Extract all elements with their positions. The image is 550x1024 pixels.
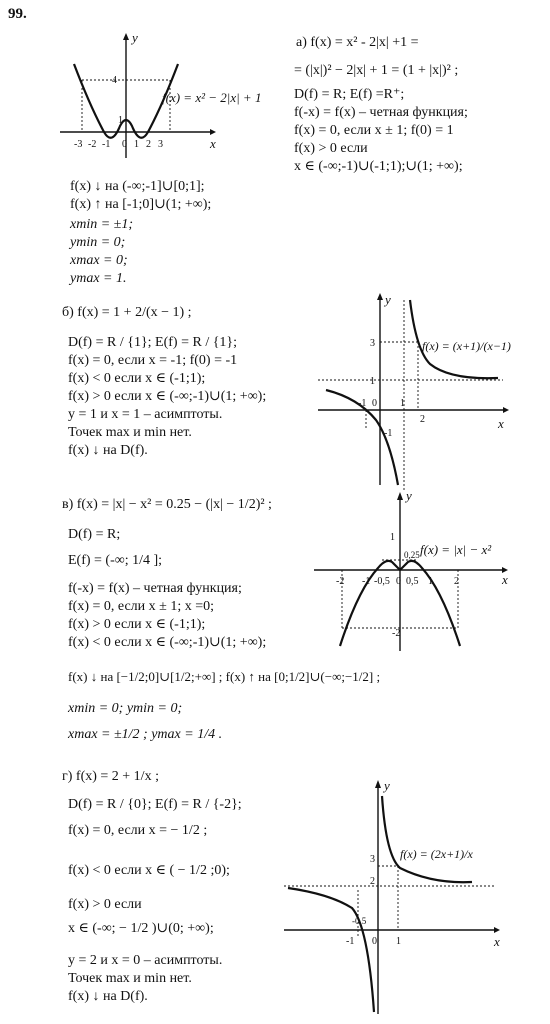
x-axis-arrow-icon [210,129,216,135]
part-v-line-4: f(x) = 0, если x ± 1; x =0; [68,599,214,614]
x-axis-label: x [498,416,504,431]
part-g-line-4: f(x) > 0 если [68,897,142,912]
part-a-line-5: f(x) = 0, если x ± 1; f(0) = 1 [294,123,454,138]
part-a-line-1: а) f(x) = x² - 2|x| +1 = [296,35,419,50]
tick-x--2: -2 [88,139,97,150]
part-b-graph [318,290,518,490]
part-a-prop-5: xmax = 0; [70,253,128,268]
x-axis-arrow-icon [503,407,509,413]
part-g-graph [282,776,512,1018]
graph-formula: f(x) = (2x+1)/x [400,847,473,861]
tick-x-2: 2 [146,139,151,150]
part-a-prop-1: f(x) ↓ на (-∞;-1]∪[0;1]; [70,179,205,194]
part-g-line-5: x ∈ (-∞; − 1/2 )∪(0; +∞); [68,921,214,936]
y-axis-label: y [406,488,412,503]
part-g-line-6: y = 2 и x = 0 – асимптоты. [68,953,223,968]
part-g-line-3: f(x) < 0 если x ∈ ( − 1/2 ;0); [68,863,230,878]
tick-y-1: 1 [370,376,375,387]
part-b-line-5: y = 1 и x = 1 – асимптоты. [68,407,223,422]
part-a-prop-2: f(x) ↑ на [-1;0]∪(1; +∞); [70,197,212,212]
part-a-line-3: D(f) = R; E(f) =R⁺; [294,87,405,102]
x-axis-label: x [502,572,508,587]
tick-origin: 0 [372,398,377,409]
part-v-line-1: D(f) = R; [68,527,121,542]
curve-left-branch [288,888,374,1012]
tick-x-2: 2 [454,576,459,587]
graph-formula: f(x) = x² − 2|x| + 1 [162,90,262,105]
part-a-prop-3: xmin = ±1; [70,217,134,232]
tick-x-1: 1 [134,139,139,150]
part-b-line-3: f(x) < 0 если x ∈ (-1;1); [68,371,206,386]
tick-x-3: 3 [158,139,163,150]
part-b-header: б) f(x) = 1 + 2/(x − 1) ; [62,305,192,320]
part-a-line-7: x ∈ (-∞;-1)∪(-1;1);∪(1; +∞); [294,159,463,174]
part-g-header: г) f(x) = 2 + 1/x ; [62,769,159,784]
graph-formula: f(x) = (x+1)/(x−1) [422,339,511,353]
tick-x--0.5: -0,5 [374,576,390,587]
tick-x-0: 0 [122,139,127,150]
tick-y-2: 2 [370,876,375,887]
tick-x-1: 1 [428,576,433,587]
part-v-line-8: xmin = 0; ymin = 0; [68,701,183,716]
part-g-line-1: D(f) = R / {0}; E(f) = R / {-2}; [68,797,242,812]
part-v-line-5: f(x) > 0 если x ∈ (-1;1); [68,617,206,632]
part-v-line-3: f(-x) = f(x) – четная функция; [68,581,242,596]
part-g-line-8: f(x) ↓ на D(f). [68,989,148,1004]
part-b-line-4: f(x) > 0 если x ∈ (-∞;-1)∪(1; +∞); [68,389,267,404]
tick-y-1: 1 [390,532,395,543]
tick-x--3: -3 [74,139,83,150]
problem-number: 99. [8,6,27,22]
tick-x--1: -1 [358,398,367,409]
y-axis-label: y [385,292,391,307]
y-axis-arrow-icon [377,293,383,300]
y-axis-arrow-icon [123,33,129,40]
tick-x--0.5: -0,5 [352,916,367,926]
tick-y--2: -2 [392,628,401,639]
tick-y--1: -1 [384,428,393,439]
part-a-line-2: = (|x|)² − 2|x| + 1 = (1 + |x|)² ; [294,63,459,78]
tick-y-4: 4 [112,75,117,86]
y-axis-arrow-icon [375,780,381,788]
part-g-line-2: f(x) = 0, если x = − 1/2 ; [68,823,208,838]
x-axis-arrow-icon [494,927,500,933]
tick-x--1: -1 [346,936,355,947]
part-b-line-6: Точек max и min нет. [68,425,192,440]
part-a-prop-4: ymin = 0; [70,235,126,250]
y-axis-label: y [384,778,390,793]
tick-y-1: 1 [118,115,123,126]
part-b-line-2: f(x) = 0, если x = -1; f(0) = -1 [68,353,238,368]
tick-y-3: 3 [370,854,375,865]
tick-y-0.25: 0,25 [404,550,420,560]
tick-x-1: 1 [396,936,401,947]
part-v-header: в) f(x) = |x| − x² = 0.25 − (|x| − 1/2)² ; [62,497,272,512]
tick-x--1: -1 [362,576,371,587]
part-v-line-2: E(f) = (-∞; 1/4 ]; [68,553,163,568]
tick-x-0.5: 0,5 [406,576,419,587]
part-v-line-6: f(x) < 0 если x ∈ (-∞;-1)∪(1; +∞); [68,635,267,650]
part-v-line-7: f(x) ↓ на [−1/2;0]∪[1/2;+∞] ; f(x) ↑ на [0;1/2]∪(−∞;−1/2] ; [68,669,381,684]
tick-y-3: 3 [370,338,375,349]
part-b-line-1: D(f) = R / {1}; E(f) = R / {1}; [68,335,238,350]
part-a-line-4: f(-x) = f(x) – четная функция; [294,105,468,120]
x-axis-label: x [494,934,500,949]
part-b-line-7: f(x) ↓ на D(f). [68,443,148,458]
part-a-line-6: f(x) > 0 если [294,141,368,156]
part-v-graph [312,486,524,656]
graph-formula: f(x) = |x| − x² [420,542,492,557]
tick-x--2: -2 [336,576,345,587]
tick-x-1: 1 [400,398,405,409]
x-axis-label: x [210,136,216,151]
curve-right-branch [382,796,472,882]
tick-x--1: -1 [102,139,111,150]
tick-origin: 0 [396,576,401,587]
tick-x-2: 2 [420,414,425,425]
tick-origin: 0 [372,936,377,947]
part-a-graph [50,30,290,160]
y-axis-arrow-icon [397,492,403,500]
part-v-line-9: xmax = ±1/2 ; ymax = 1/4 . [68,727,223,742]
part-a-prop-6: ymax = 1. [70,271,127,286]
part-g-line-7: Точек max и min нет. [68,971,192,986]
y-axis-label: y [132,30,138,45]
